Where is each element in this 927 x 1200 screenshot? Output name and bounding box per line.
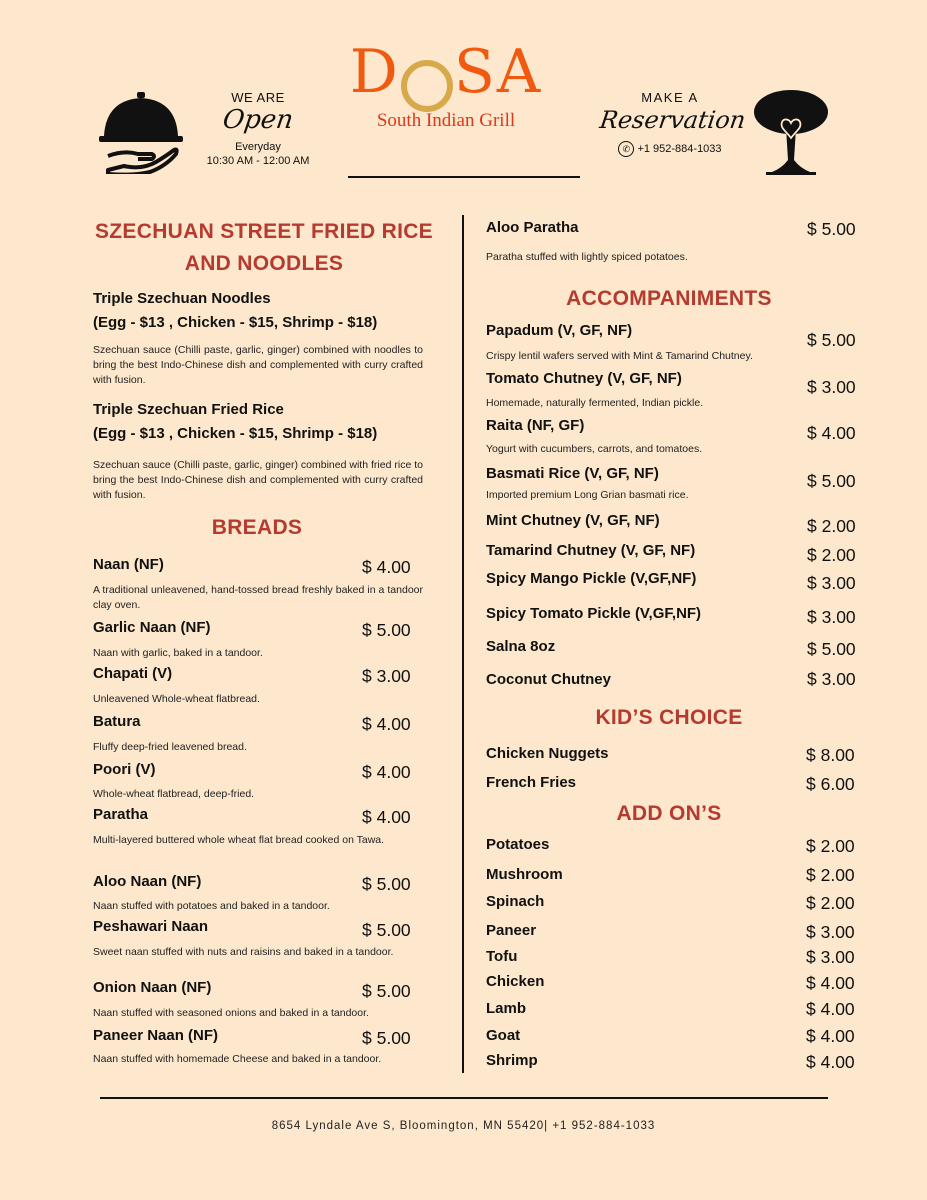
reservation-label: Reservation: [598, 106, 748, 134]
accompaniment-item-name: Papadum (V, GF, NF): [486, 322, 633, 339]
szechuan-rice-desc: Szechuan sauce (Chilli paste, garlic, ginger) combined with fried rice to bring the best Indo-Chinese dish and complemented with curry crafted with fusion.: [93, 459, 423, 501]
addons-section-title: ADD ON’S: [616, 802, 722, 825]
bread-item-desc: Unleavened Whole-wheat flatbread.: [93, 693, 260, 705]
logo-wordmark: D SA: [335, 42, 557, 112]
bread-item-desc: Naan with garlic, baked in a tandoor.: [93, 647, 263, 659]
addon-item-name: Tofu: [486, 948, 518, 965]
reservation-phone[interactable]: [600, 141, 740, 157]
kids-item-name: Chicken Nuggets: [486, 745, 609, 762]
logo-subtitle: South Indian Grill: [376, 110, 516, 131]
addon-item-price: $ 2.00: [806, 865, 855, 885]
addon-item-price: $ 4.00: [806, 1026, 855, 1046]
bread-item-desc: Sweet naan stuffed with nuts and raisins and baked in a tandoor.: [93, 946, 394, 958]
tree-heart-icon: [752, 88, 830, 176]
addon-item-name: Paneer: [486, 922, 537, 939]
addon-item-name: Potatoes: [486, 836, 550, 853]
bread-item-price: $ 4.00: [362, 807, 411, 827]
bread-item-desc: Naan stuffed with homemade Cheese and baked in a tandoor.: [93, 1053, 382, 1065]
addon-item-name: Spinach: [486, 893, 545, 910]
accompaniment-item-price: $ 5.00: [807, 639, 856, 659]
accompaniment-item-name: Tomato Chutney (V, GF, NF): [486, 370, 682, 387]
serving-cloche-icon: [98, 92, 184, 174]
we-are-label: WE ARE: [231, 90, 285, 105]
noodles-title: Triple Szechuan Noodles: [93, 290, 271, 307]
accompaniment-item-name: Coconut Chutney: [486, 671, 611, 688]
accompaniment-item-price: $ 3.00: [807, 377, 856, 397]
bread-item-name: Aloo Naan (NF): [93, 873, 202, 890]
aloo-paratha-price: $ 5.00: [807, 219, 856, 239]
accompaniment-item-name: Basmati Rice (V, GF, NF): [486, 465, 659, 482]
accompaniments-section-title: ACCOMPANIMENTS: [566, 287, 772, 310]
restaurant-logo: [335, 37, 557, 132]
accompaniment-item-name: Tamarind Chutney (V, GF, NF): [486, 542, 696, 559]
addon-item-price: $ 4.00: [806, 999, 855, 1019]
bread-item-name: Batura: [93, 713, 141, 730]
bread-item-price: $ 5.00: [362, 874, 411, 894]
kids-item-name: French Fries: [486, 774, 577, 791]
accompaniment-item-price: $ 5.00: [807, 330, 856, 350]
addon-item-price: $ 3.00: [806, 922, 855, 942]
bread-item-name: Paratha: [93, 806, 149, 823]
hours-label: 10:30 AM - 12:00 AM: [206, 155, 310, 167]
addon-item-price: $ 3.00: [806, 947, 855, 967]
accompaniment-item-name: Spicy Tomato Pickle (V,GF,NF): [486, 605, 702, 622]
bread-item-price: $ 4.00: [362, 762, 411, 782]
kids-item-price: $ 8.00: [806, 745, 855, 765]
phone-icon: ✆: [618, 141, 634, 157]
accompaniment-item-name: Salna 8oz: [486, 638, 556, 655]
szechuan-title-line1: SZECHUAN STREET FRIED RICE: [95, 220, 433, 243]
rice-title: Triple Szechuan Fried Rice: [93, 401, 284, 418]
opening-hours-block: [196, 90, 320, 167]
addon-item-name: Lamb: [486, 1000, 527, 1017]
bread-item-price: $ 3.00: [362, 666, 411, 686]
szechuan-section-title: [70, 216, 458, 280]
bread-item-price: $ 5.00: [362, 920, 411, 940]
phone-number[interactable]: +1 952-884-1033: [637, 143, 722, 155]
noodles-prices: (Egg - $13 , Chicken - $15, Shrimp - $18): [93, 314, 378, 331]
aloo-paratha-name: Aloo Paratha: [486, 219, 579, 236]
kids-item-price: $ 6.00: [806, 774, 855, 794]
everyday-label: Everyday: [235, 141, 281, 153]
accompaniment-item-price: $ 3.00: [807, 607, 856, 627]
bread-item-desc: Fluffy deep-fried leavened bread.: [93, 741, 247, 753]
footer-rule: [100, 1097, 828, 1099]
bread-item-desc: Whole-wheat flatbread, deep-fried.: [93, 788, 255, 800]
logo-underline: [348, 176, 580, 178]
addon-item-price: $ 4.00: [806, 1052, 855, 1072]
addon-item-price: $ 4.00: [806, 973, 855, 993]
bread-item-name: Onion Naan (NF): [93, 979, 212, 996]
addon-item-name: Shrimp: [486, 1052, 538, 1069]
make-a-label: MAKE A: [641, 90, 699, 105]
accompaniment-item-desc: Imported premium Long Grian basmati rice.: [486, 489, 689, 501]
szechuan-noodles-desc: Szechuan sauce (Chilli paste, garlic, ginger) combined with noodles to bring the best Indo-Chinese dish and complemented with curry crafted with fusion.: [93, 344, 423, 386]
bread-item-price: $ 5.00: [362, 620, 411, 640]
accompaniment-item-desc: Yogurt with cucumbers, carrots, and tomatoes.: [486, 443, 703, 455]
addon-item-name: Chicken: [486, 973, 545, 990]
bread-item-price: $ 4.00: [362, 557, 411, 577]
reservation-block: [598, 90, 748, 157]
bread-item-name: Garlic Naan (NF): [93, 619, 211, 636]
accompaniment-item-price: $ 3.00: [807, 573, 856, 593]
open-label: Open: [220, 105, 296, 135]
bread-item-price: $ 5.00: [362, 981, 411, 1001]
accompaniment-item-name: Spicy Mango Pickle (V,GF,NF): [486, 570, 697, 587]
addon-item-price: $ 2.00: [806, 836, 855, 856]
addon-item-price: $ 2.00: [806, 893, 855, 913]
kids-section-title: KID’S CHOICE: [595, 706, 743, 729]
bread-item-name: Naan (NF): [93, 556, 164, 573]
bread-item-name: Peshawari Naan: [93, 918, 209, 935]
szechuan-noodles-name: [93, 287, 377, 335]
breads-section-title: BREADS: [211, 516, 303, 539]
bread-item-name: Poori (V): [93, 761, 156, 778]
column-divider: [462, 215, 464, 1073]
bread-item-desc: Naan stuffed with potatoes and baked in a tandoor.: [93, 900, 330, 912]
bread-item-name: Chapati (V): [93, 665, 173, 682]
accompaniment-item-name: Raita (NF, GF): [486, 417, 585, 434]
accompaniment-item-price: $ 2.00: [807, 545, 856, 565]
rice-prices: (Egg - $13 , Chicken - $15, Shrimp - $18): [93, 425, 378, 442]
aloo-paratha-desc: Paratha stuffed with lightly spiced potatoes.: [486, 251, 688, 263]
accompaniment-item-price: $ 3.00: [807, 669, 856, 689]
footer-address: 8654 Lyndale Ave S, Bloomington, MN 55420| +1 952-884-1033: [271, 1120, 656, 1132]
szechuan-title-line2: AND NOODLES: [184, 252, 344, 275]
accompaniment-item-price: $ 2.00: [807, 516, 856, 536]
bread-item-desc: A traditional unleavened, hand-tossed bread freshly baked in a tandoor clay oven.: [93, 584, 423, 611]
addon-item-name: Mushroom: [486, 866, 563, 883]
addon-item-name: Goat: [486, 1027, 521, 1044]
accompaniment-item-price: $ 4.00: [807, 423, 856, 443]
bread-item-name: Paneer Naan (NF): [93, 1027, 219, 1044]
bread-item-price: $ 5.00: [362, 1028, 411, 1048]
accompaniment-item-desc: Homemade, naturally fermented, Indian pickle.: [486, 397, 704, 409]
accompaniment-item-price: $ 5.00: [807, 471, 856, 491]
bread-item-desc: Naan stuffed with seasoned onions and baked in a tandoor.: [93, 1007, 369, 1019]
bread-item-price: $ 4.00: [362, 714, 411, 734]
szechuan-rice-name: [93, 398, 377, 446]
accompaniment-item-name: Mint Chutney (V, GF, NF): [486, 512, 660, 529]
bread-item-desc: Multi-layered buttered whole wheat flat bread cooked on Tawa.: [93, 834, 385, 846]
accompaniment-item-desc: Crispy lentil wafers served with Mint & Tamarind Chutney.: [486, 350, 753, 362]
